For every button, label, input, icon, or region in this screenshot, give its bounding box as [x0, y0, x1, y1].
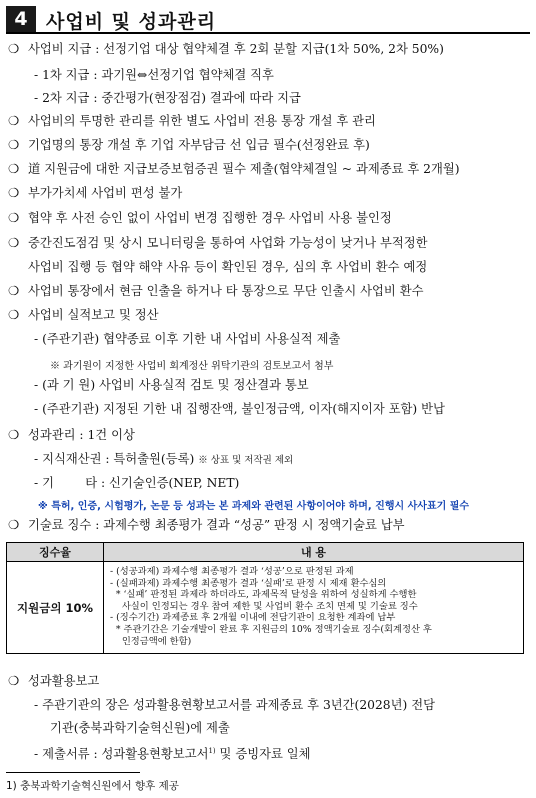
sub-util-2: - 제출서류 : 성과활용현황보고서$^{1)}$ 및 증빙자료 일체	[34, 747, 311, 762]
sub-util-1-cont: 기관(충북과학기술혁신원)에 제출	[50, 721, 230, 735]
bullet-self-fund: ❍ 기업명의 통장 개설 후 기업 자부담금 선 입금 필수(선정완료 후)	[8, 138, 370, 152]
table-line: 인정금액에 한함)	[110, 635, 192, 647]
footnote-divider	[6, 772, 140, 773]
bullet-account: ❍ 사업비의 투명한 관리를 위한 별도 사업비 전용 통장 개설 후 관리	[8, 114, 376, 128]
table-line: - (실패과제) 과제수행 최종평가 결과 ‘실패’로 판정 시 제재 환수심의	[110, 577, 387, 589]
bullet-payment: ❍ 사업비 지급 : 선정기업 대상 협약체결 후 2회 분할 지급(1차 50%, 2차 50%)	[8, 42, 444, 56]
bullet-royalty: ❍ 기술료 징수 : 과제수행 최종평가 결과 “성공” 판정 시 정액기술료 납부	[8, 518, 405, 532]
sub-report-1: - (주관기관) 협약종료 이후 기한 내 사업비 사용실적 제출	[34, 332, 341, 346]
bullet-utilization: ❍ 성과활용보고	[8, 674, 100, 688]
footnote-ref: 1)	[208, 747, 216, 755]
bullet-report: ❍ 사업비 실적보고 및 정산	[8, 308, 159, 322]
bullet-withdraw: ❍ 사업비 통장에서 현금 인출을 하거나 타 통장으로 무단 인출시 사업비 환수	[8, 284, 424, 298]
perf-1-note: ※ 상표 및 저작권 제외	[198, 455, 294, 466]
table-line: - (징수기간) 과제종료 후 2개월 이내에 전담기관이 요청한 계좌에 납부	[110, 612, 396, 624]
bullet-refund-cont: 사업비 집행 등 협약 해약 사유 등이 확인된 경우, 심의 후 사업비 환수 예정	[28, 260, 428, 274]
table-header-rate: 징수율	[7, 543, 104, 562]
table-content-cell	[104, 562, 524, 654]
sub-payment-1: - 1차 지급 : 과기원⇔선정기업 협약체결 직후	[34, 68, 274, 82]
table-line: * 주관기간은 기술개발이 완료 후 지원금의 10% 정액기술료 징수(회계정산 후	[110, 623, 432, 635]
table-line: - (성공과제) 과제수행 최종평가 결과 ‘성공’으로 판정된 과제	[110, 566, 354, 577]
royalty-table	[6, 542, 524, 654]
sub-perf-2: - 기 타 : 신기술인증(NEP, NET)	[34, 476, 240, 490]
bullet-refund: ❍ 중간진도점검 및 상시 모니터링을 통하여 사업화 가능성이 낮거나 부적정한	[8, 236, 428, 250]
table-rate-cell: 지원금의 10%	[7, 562, 104, 654]
report-note: ※ 과기원이 지정한 사업비 회계정산 위탁기관의 검토보고서 첨부	[50, 361, 334, 372]
sub-util-1: - 주관기관의 장은 성과활용현황보고서를 과제종료 후 3년간(2028년) 전담	[34, 698, 435, 712]
section-title: 사업비 및 성과관리	[46, 11, 217, 33]
sub-report-3: - (주관기관) 지정된 기한 내 집행잔액, 불인정금액, 이자(해지이자 포함) 반납	[34, 402, 445, 416]
bullet-change: ❍ 협약 후 사전 승인 없이 사업비 변경 집행한 경우 사업비 사용 불인정	[8, 211, 392, 225]
bullet-vat: ❍ 부가가치세 사업비 편성 불가	[8, 186, 183, 200]
bullet-guarantee: ❍ 道 지원금에 대한 지급보증보험증권 필수 제출(협약체결일 ~ 과제종료 후 2개월)	[8, 162, 460, 176]
perf-blue-note: ※ 특허, 인증, 시험평가, 논문 등 성과는 본 과제와 관련된 사항이어야 하며, 진행시 사사표기 필수	[38, 501, 470, 512]
table-line: 사실이 인정되는 경우 참여 제한 및 사업비 환수 조치 면제 및 기술료 징수	[110, 600, 418, 612]
table-header-content: 내 용	[104, 543, 524, 562]
section-number: 4	[6, 6, 36, 32]
sub-report-2: - (과 기 원) 사업비 사용실적 검토 및 정산결과 통보	[34, 378, 309, 392]
bullet-performance: ❍ 성과관리 : 1건 이상	[8, 428, 135, 442]
section-header	[6, 6, 530, 34]
sub-perf-1: - 지식재산권 : 특허출원(등록) ※ 상표 및 저작권 제외	[34, 452, 294, 466]
sub-payment-2: - 2차 지급 : 중간평가(현장점검) 결과에 따라 지급	[34, 91, 301, 105]
table-line: * ‘실패’ 판정된 과제라 하더라도, 과제목적 달성을 위하여 성실하게 수행한	[110, 589, 417, 601]
footnote: 1) 충북과학기술혁신원에서 향후 제공	[6, 780, 179, 792]
